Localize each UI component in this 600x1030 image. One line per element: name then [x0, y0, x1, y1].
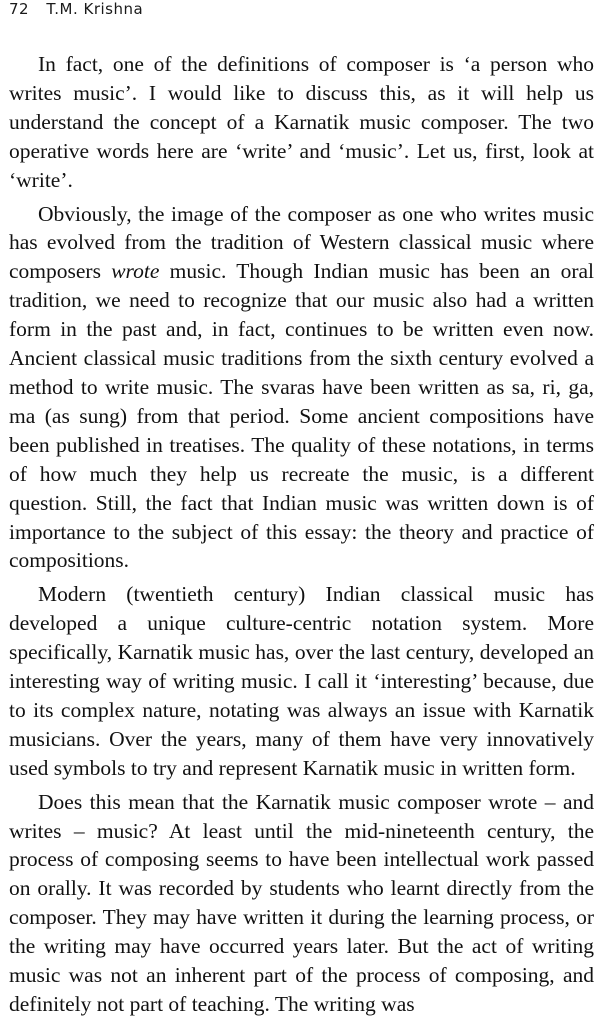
paragraph-2: Obviously, the image of the composer as one who writes music has evolved from the tradition of Western classical music where composers wrote music. Though Indian music has been an oral tradition, we need to recognize that our music also had a written form in the past and, in fact, continues to be written even now. Ancient classical music traditions from the sixth century evolved a method to write music. The svaras have been written as sa, ri, ga, ma (as sung) from that period. Some ancient compositions have been published in treatises. The quality of these notations, in terms of how much they help us recreate the music, is a different question. Still, the fact that Indian music was written down is of importance to the subject of this essay: the theory and practice of compositions.	[9, 201, 594, 573]
paragraph-1: In fact, one of the definitions of composer is ‘a person who writes music’. I would like to discuss this, as it will help us understand the concept of a Karnatik music composer. The two operative words here are ‘write’ and ‘music’. Let us, first, look at ‘write’.	[9, 52, 594, 192]
page-number: 72	[9, 0, 30, 18]
paragraph-4: Does this mean that the Karnatik music composer wrote – and writes – music? At least until the mid-nineteenth century, the process of composing seems to have been intellectual work passed on orally. It was recorded by students who learnt directly from the composer. They may have written it during the learning process, or the writing may have occurred years later. But the act of writing music was not an inherent part of the process of composing, and definitely not part of teaching. The writing was	[9, 789, 594, 1016]
body-text	[9, 50, 594, 1019]
paragraph-3: Modern (twentieth century) Indian classical music has developed a unique culture-centric notation system. More specifically, Karnatik music has, over the last century, developed an interesting way of writing music. I call it ‘interesting’ because, due to its complex nature, notating was always an issue with Karnatik musicians. Over the years, many of them have very innovatively used symbols to try and represent Karnatik music in written form.	[9, 582, 594, 780]
emphasis-wrote: wrote	[111, 259, 160, 284]
author-name: T.M. Krishna	[46, 0, 144, 18]
running-head	[9, 0, 143, 18]
